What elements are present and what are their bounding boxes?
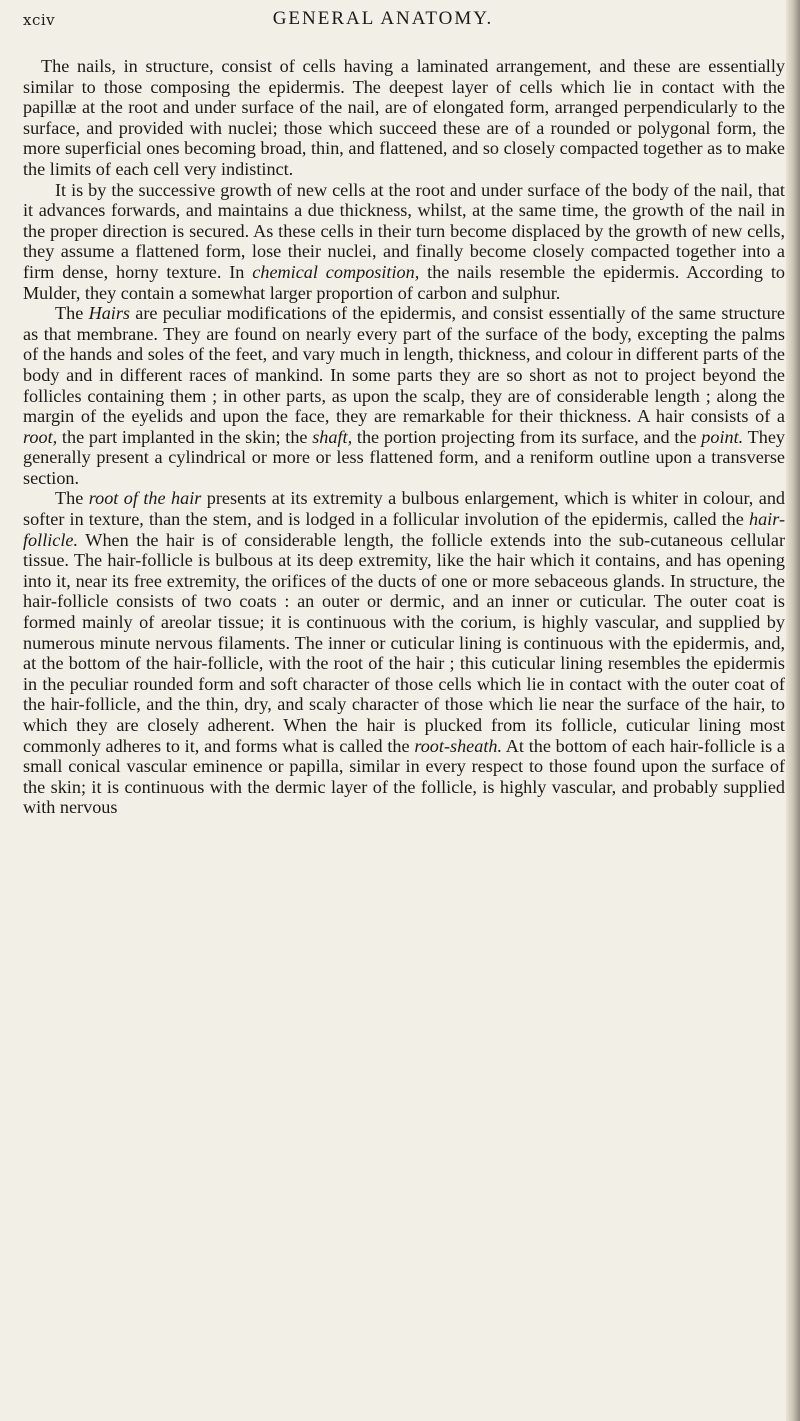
body-text <box>23 56 785 818</box>
paragraph-nails-structure <box>23 56 785 180</box>
italic-term: hair-follicle. <box>23 509 785 550</box>
text-run: the part implanted in the skin; the <box>57 426 313 447</box>
italic-term: Hairs <box>88 303 130 324</box>
text-run: At the bottom of each hair-follicle is a small conical vascular eminence or papilla, similar in every respect to those found upon the surface of the skin; it is continuous with the dermic layer of the follicle, is highly vascular, and probably supplied with nervous <box>23 735 786 818</box>
italic-term: point. <box>701 426 744 447</box>
italic-term: root of the hair <box>88 488 202 509</box>
text-run: It is by the successive growth of new cells at the root and under surface of the body of the nail, that it advances forwards, and maintains a due thickness, whilst, at the same time, the growth of the nail in the proper direction is secured. As these cells in their turn become displaced by the growth of new cells, they assume a flattened form, lose their nuclei, and finally become closely compacted together into a firm dense, horny texture. In <box>23 179 785 282</box>
page-edge <box>786 0 800 1421</box>
paragraph-hairs <box>23 303 785 488</box>
running-head: GENERAL ANATOMY. <box>272 8 494 29</box>
text-run: The nails, in structure, consist of cells having a laminated arrangement, and these are essentially similar to those composing the epidermis. The deepest layer of cells which lie in contact with the papillæ at the root and under surface of the nail, are of elongated form, arranged perpendicularly to the surface, and provided with nuclei; those which succeed these are of a rounded or polygonal form, the more superficial ones becoming broad, thin, and flattened, and so closely compacted together as to make the limits of each cell very indistinct. <box>23 56 785 179</box>
text-run: The <box>55 303 89 324</box>
text-run: They generally present a cylindrical or more or less flattened form, and a reniform outline upon a transverse section. <box>23 426 786 488</box>
text-run: the nails resemble the epidermis. According to Mulder, they contain a somewhat larger proportion of carbon and sulphur. <box>23 261 785 303</box>
page-number: xciv <box>23 11 56 29</box>
italic-term: shaft, <box>312 426 353 447</box>
italic-term: root, <box>23 426 58 447</box>
text-run: presents at its extremity a bulbous enlargement, which is whiter in colour, and softer in texture, than the stem, and is lodged in a follicular involution of the epidermis, called the <box>23 488 786 530</box>
italic-term: chemical composition, <box>252 261 420 282</box>
text-run: When the hair is of considerable length, the follicle extends into the sub-cutaneous cellular tissue. The hair-follicle is bulbous at its deep extremity, like the hair which it contains, and has opening into it, near its free extremity, the orifices of the ducts of one or more sebaceous glands. In structure, the hair-follicle consists of two coats : an outer or dermic, and an inner or cuticular. The outer coat is formed mainly of areolar tissue; it is continuous with the corium, is highly vascular, and supplied by numerous minute nervous filaments. The inner or cuticular lining is continuous with the epidermis, and, at the bottom of the hair-follicle, with the root of the hair ; this cuticular lining resembles the epidermis in the peculiar rounded form and soft character of those cells which lie in contact with the outer coat of the hair-follicle, and the thin, dry, and scaly character of those which lie near the surface of the hair, to which they are closely adherent. When the hair is plucked from its follicle, cuticular lining most commonly adheres to it, and forms what is called the <box>23 529 785 756</box>
paragraph-nails-growth <box>23 180 785 304</box>
italic-term: root-sheath. <box>414 735 503 756</box>
page-header <box>23 8 783 38</box>
text-run: the portion projecting from its surface, and the <box>352 426 702 447</box>
text-run: are peculiar modifications of the epidermis, and consist essentially of the same structure as that membrane. They are found on nearly every part of the surface of the body, excepting the palms of the hands and soles of the feet, and vary much in length, thickness, and colour in different parts of the body and in different races of mankind. In some parts they are so short as not to project beyond the follicles containing them ; in other parts, as upon the scalp, they are of considerable length ; along the margin of the eyelids and upon the face, they are remarkable for their thickness. A hair consists of a <box>23 303 785 427</box>
paragraph-hair-root <box>23 488 785 818</box>
text-run: The <box>55 488 89 509</box>
